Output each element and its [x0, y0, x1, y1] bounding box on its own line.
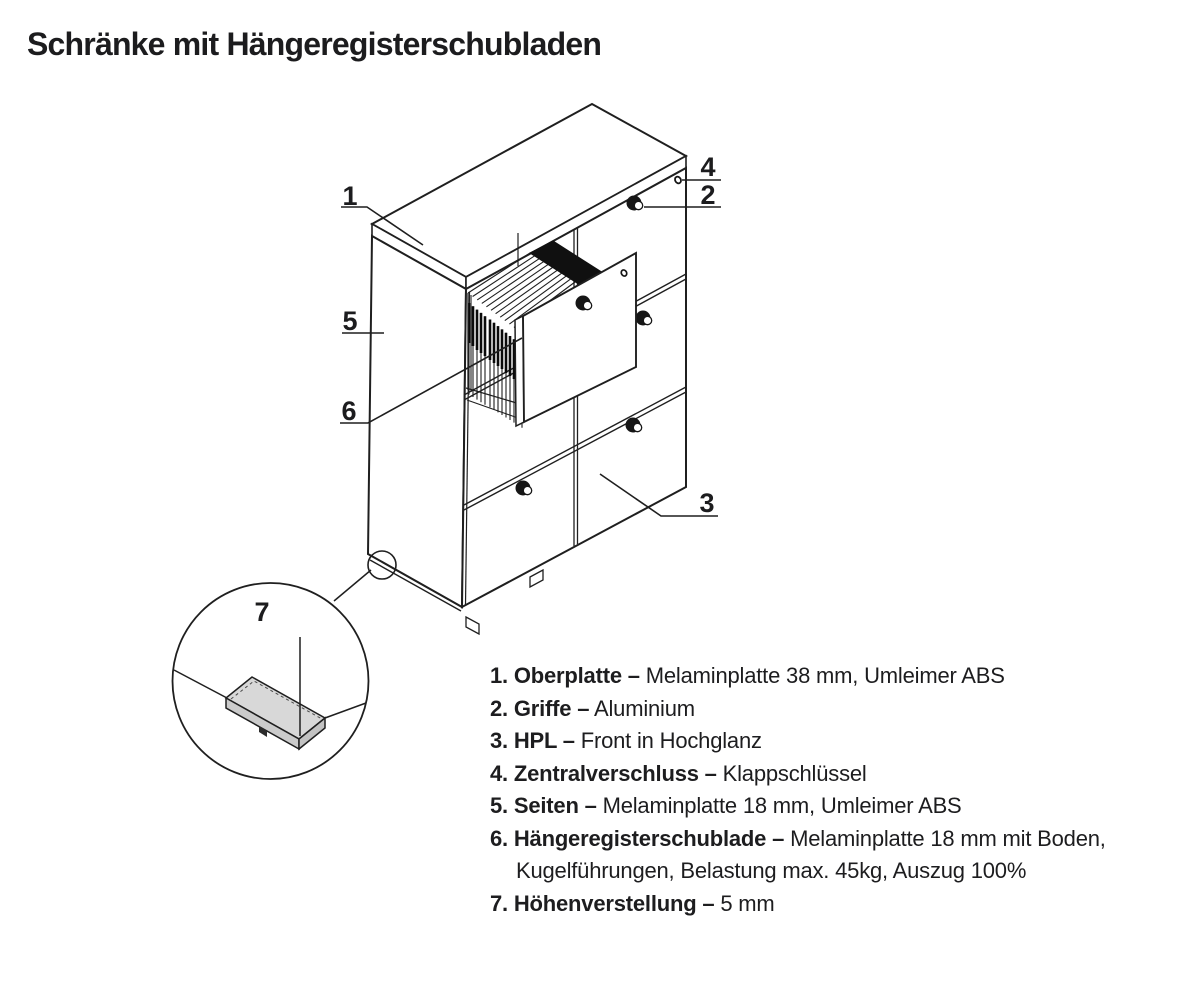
legend-term: 6. Hängeregisterschublade – [490, 825, 785, 851]
detail-connector-line [334, 570, 371, 601]
foot-middle [530, 570, 543, 587]
callout-1-label: 1 [342, 181, 358, 211]
foot-detail-callout [173, 551, 397, 779]
legend-desc: Melaminplatte 18 mm mit Boden, Kugelführungen, Belastung max. 45kg, Auszug 100% [516, 825, 1106, 883]
legend-desc: Klappschlüssel [722, 760, 867, 786]
legend-item-hpl [490, 725, 1162, 758]
legend-term: 3. HPL – [490, 728, 575, 753]
legend-desc: Melaminplatte 18 mm, Umleimer ABS [602, 793, 962, 818]
legend-term: 1. Oberplatte – [490, 663, 640, 688]
callout-4-label: 4 [700, 152, 716, 182]
legend-item-haengeregisterschublade [490, 823, 1162, 888]
callout-5-label: 5 [342, 306, 358, 336]
legend-desc: 5 mm [720, 890, 775, 916]
legend-desc: Melaminplatte 38 mm, Umleimer ABS [645, 663, 1005, 688]
legend-item-oberplatte [490, 660, 1162, 693]
page-title: Schränke mit Hängeregisterschubladen [27, 26, 602, 62]
legend-item-hoehenverstellung [490, 888, 1162, 921]
legend-term: 2. Griffe – [490, 695, 590, 721]
callout-2-label: 2 [700, 180, 716, 210]
callout-6-label: 6 [341, 396, 357, 426]
foot-front [466, 617, 479, 634]
legend-term: 5. Seiten – [490, 793, 597, 818]
callout-3-label: 3 [699, 488, 715, 518]
legend-term: 4. Zentralverschluss – [490, 760, 717, 786]
legend-item-zentralverschluss [490, 758, 1162, 791]
legend-desc: Front in Hochglanz [580, 728, 762, 753]
legend-desc: Aluminium [594, 695, 695, 721]
callout-7-label: 7 [254, 597, 270, 627]
legend-term: 7. Höhenverstellung – [490, 890, 715, 916]
legend [490, 660, 1162, 920]
legend-item-seiten [490, 790, 1162, 823]
detail-circle [173, 583, 369, 779]
legend-item-griffe [490, 693, 1162, 726]
